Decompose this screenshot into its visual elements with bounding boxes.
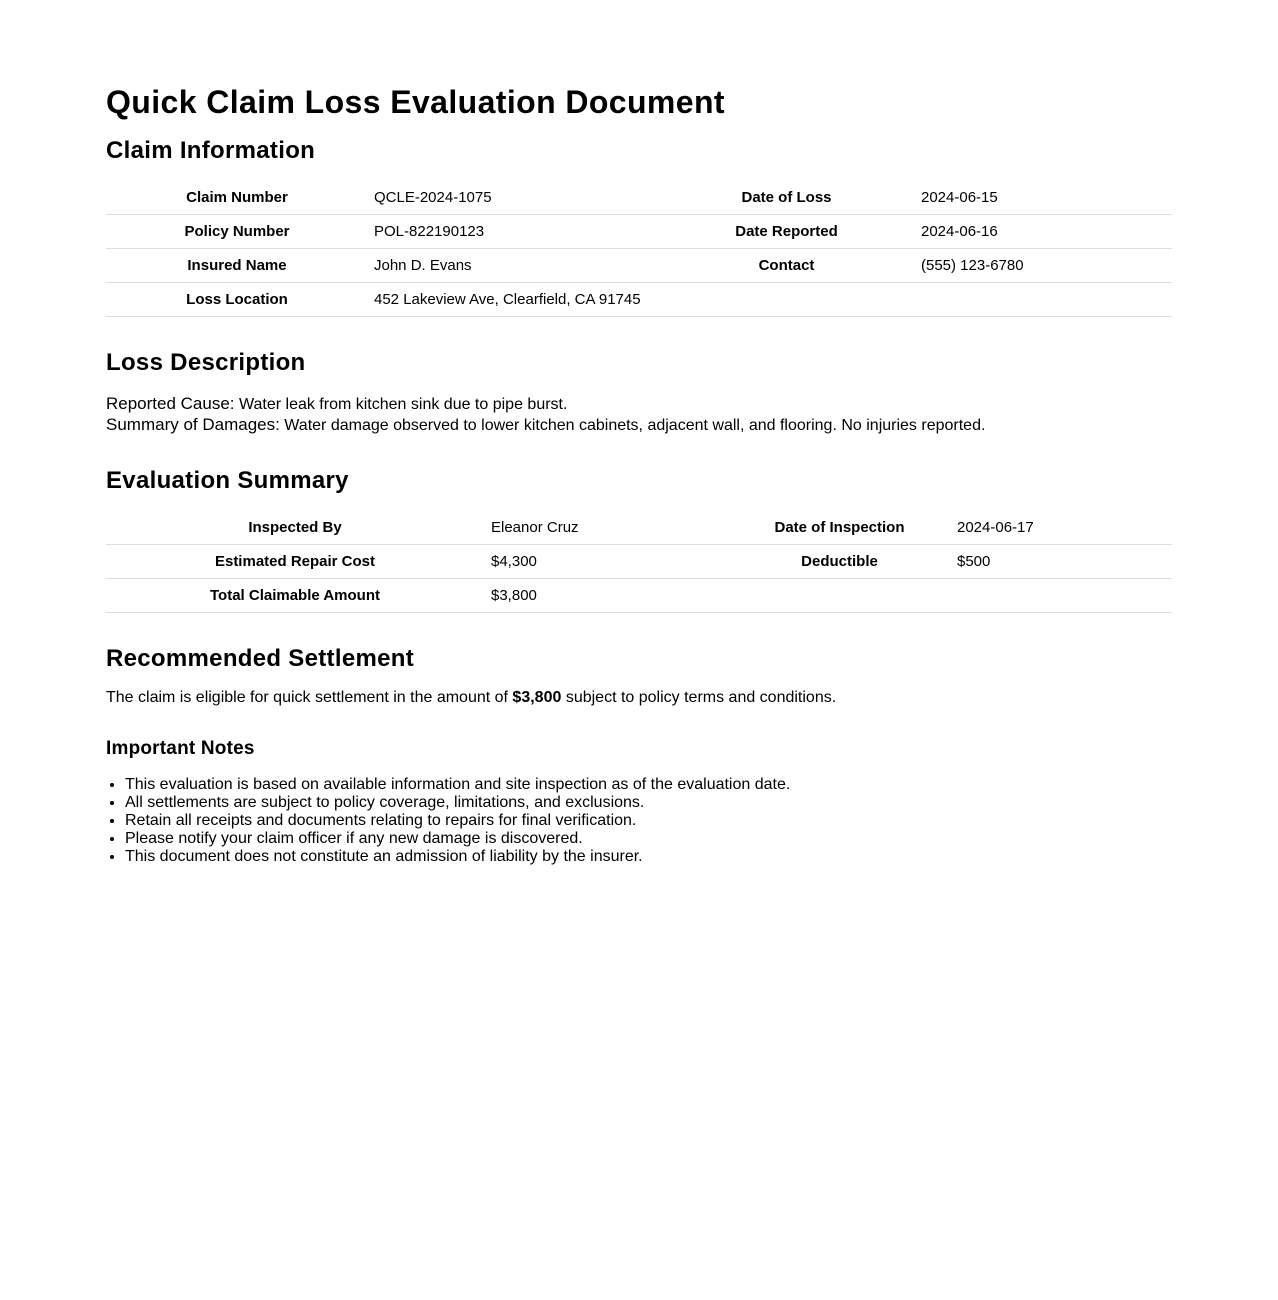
settlement-statement xyxy=(106,687,836,708)
empty-cell xyxy=(728,579,951,613)
estimated-repair-cost-label: Estimated Repair Cost xyxy=(106,545,484,579)
table-row xyxy=(106,249,1172,283)
deductible-label: Deductible xyxy=(728,545,951,579)
inspected-by-value: Eleanor Cruz xyxy=(484,511,728,545)
reported-cause xyxy=(106,393,567,415)
contact-value: (555) 123-6780 xyxy=(918,249,1172,283)
claim-information-table xyxy=(106,181,1172,317)
recommended-settlement-heading: Recommended Settlement xyxy=(106,645,415,672)
list-item: • Retain all receipts and documents relating to repairs for final verification. xyxy=(125,812,790,830)
list-item: • Please notify your claim officer if any new damage is discovered. xyxy=(125,830,790,848)
table-row xyxy=(106,215,1172,249)
date-of-inspection-label: Date of Inspection xyxy=(728,511,951,545)
policy-number-label: Policy Number xyxy=(106,215,368,249)
total-claimable-amount-value: $3,800 xyxy=(484,579,728,613)
loss-description-heading: Loss Description xyxy=(106,349,306,376)
evaluation-summary-heading: Evaluation Summary xyxy=(106,467,349,494)
table-row xyxy=(106,579,1172,613)
contact-label: Contact xyxy=(655,249,918,283)
inspected-by-label: Inspected By xyxy=(106,511,484,545)
evaluation-summary-table xyxy=(106,511,1172,613)
summary-of-damages-label: Summary of Damages: xyxy=(106,415,280,434)
date-reported-label: Date Reported xyxy=(655,215,918,249)
settlement-amount: $3,800 xyxy=(512,689,562,706)
table-row xyxy=(106,181,1172,215)
summary-of-damages-text: Water damage observed to lower kitchen cabinets, adjacent wall, and flooring. No injuries reported. xyxy=(284,417,986,434)
claim-information-heading: Claim Information xyxy=(106,137,316,164)
empty-cell xyxy=(655,283,918,317)
estimated-repair-cost-value: $4,300 xyxy=(484,545,728,579)
insured-name-label: Insured Name xyxy=(106,249,368,283)
deductible-value: $500 xyxy=(951,545,1172,579)
empty-cell xyxy=(951,579,1172,613)
list-item: • This document does not constitute an admission of liability by the insurer. xyxy=(125,848,790,866)
important-notes-heading: Important Notes xyxy=(106,738,255,759)
summary-of-damages xyxy=(106,414,985,436)
policy-number-value: POL-822190123 xyxy=(368,215,655,249)
reported-cause-text: Water leak from kitchen sink due to pipe burst. xyxy=(238,396,568,413)
table-row xyxy=(106,545,1172,579)
loss-location-label: Loss Location xyxy=(106,283,368,317)
date-reported-value: 2024-06-16 xyxy=(918,215,1172,249)
claim-number-value: QCLE-2024-1075 xyxy=(368,181,655,215)
date-of-inspection-value: 2024-06-17 xyxy=(951,511,1172,545)
settlement-text-after: subject to policy terms and conditions. xyxy=(565,689,837,706)
list-item: • This evaluation is based on available information and site inspection as of the evaluation date. xyxy=(125,776,790,794)
reported-cause-label: Reported Cause: xyxy=(106,394,235,413)
total-claimable-amount-label: Total Claimable Amount xyxy=(106,579,484,613)
insured-name-value: John D. Evans xyxy=(368,249,655,283)
document-title: Quick Claim Loss Evaluation Document xyxy=(106,84,725,120)
table-row xyxy=(106,511,1172,545)
important-notes-list xyxy=(106,776,790,866)
list-item: • All settlements are subject to policy coverage, limitations, and exclusions. xyxy=(125,794,790,812)
empty-cell xyxy=(918,283,1172,317)
claim-number-label: Claim Number xyxy=(106,181,368,215)
date-of-loss-label: Date of Loss xyxy=(655,181,918,215)
loss-location-value: 452 Lakeview Ave, Clearfield, CA 91745 xyxy=(368,283,655,317)
date-of-loss-value: 2024-06-15 xyxy=(918,181,1172,215)
settlement-text-before: The claim is eligible for quick settlement in the amount of xyxy=(106,689,508,706)
table-row xyxy=(106,283,1172,317)
